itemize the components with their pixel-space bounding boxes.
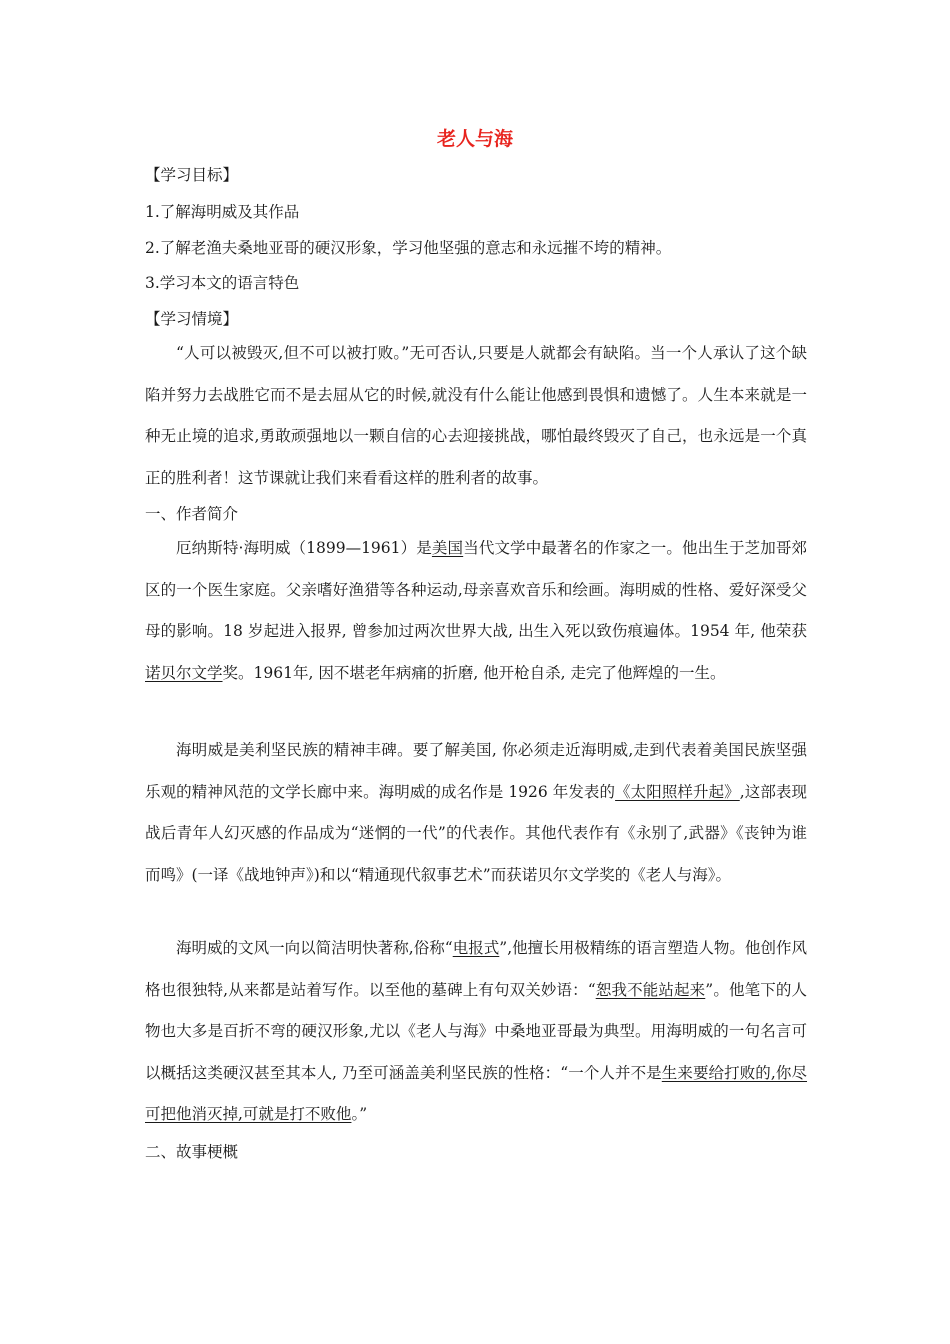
text-run: 海明威是美利坚民族的精神丰碑。要了解美国, 你必须走近海明威,走到代表着美国民族坚强乐观的精神风范的文学长廊中来。海明威的成名作是 1926 年发表的 bbox=[145, 741, 807, 801]
section-1-heading: 一、作者简介 bbox=[145, 505, 239, 523]
section-2-heading: 二、故事梗概 bbox=[145, 1143, 239, 1161]
text-run: ”,他擅长用极精练的语言塑造人物。他创作风格也很独特,从来都是站着写作。以至他的墓碑上有句双关妙语：“ bbox=[145, 939, 807, 999]
underlined-text: 电报式 bbox=[452, 939, 500, 957]
goal-item-2: 2.了解老渔夫桑地亚哥的硬汉形象，学习他坚强的意志和永远摧不垮的精神。 bbox=[145, 239, 672, 257]
underlined-text: 恕我不能站起来 bbox=[595, 980, 706, 999]
text-run: 奖。1961年, 因不堪老年病痛的折磨, 他开枪自杀, 走完了他辉煌的一生。 bbox=[222, 663, 726, 682]
goals-heading: 【学习目标】 bbox=[145, 166, 239, 184]
author-paragraph-1 bbox=[145, 528, 807, 694]
page-title: 老人与海 bbox=[436, 128, 513, 150]
author-paragraph-3 bbox=[145, 928, 807, 1136]
text-run: ”。他笔下的人物也大多是百折不弯的硬汉形象,尤以《老人与海》中桑地亚哥最为典型。用海明威的一句名言可以概括这类硬汉甚至其本人, 乃至可涵盖美利坚民族的性格：“一个人并不是 bbox=[145, 980, 807, 1082]
text-run: 海明威的文风一向以简洁明快著称,俗称“ bbox=[176, 939, 453, 957]
text-run: 。” bbox=[351, 1105, 368, 1123]
underlined-text: 诺贝尔文学 bbox=[145, 663, 223, 682]
author-paragraph-2 bbox=[145, 730, 807, 896]
situation-paragraph: “人可以被毁灭,但不可以被打败。”无可否认,只要是人就都会有缺陷。当一个人承认了这个缺陷并努力去战胜它而不是去屈从它的时候,就没有什么能让他感到畏惧和遗憾了。人生本来就是一种无止境的追求,勇敢顽强地以一颗自信的心去迎接挑战，哪怕最终毁灭了自己，也永远是一个真正的胜利者！这节课就让我们来看看这样的胜利者的故事。 bbox=[145, 344, 807, 487]
underlined-text: 生来要给打败的,你尽可把他消灭掉,可就是打不败他 bbox=[145, 1063, 808, 1123]
text-run: 厄纳斯特·海明威（1899—1961）是 bbox=[176, 539, 432, 557]
text-run: 当代文学中最著名的作家之一。他出生于芝加哥郊区的一个医生家庭。父亲嗜好渔猎等各种运动,母亲喜欢音乐和绘画。海明威的性格、爱好深受父母的影响。18 岁起进入报界, 曾参加过两次世界大战, 出生入死以致伤痕遍体。1954 年, 他荣获 bbox=[145, 539, 807, 640]
text-run: ,这部表现战后青年人幻灭感的作品成为“迷惘的一代”的代表作。其他代表作有《永别了,武器》《丧钟为谁而鸣》(一译《战地钟声》)和以“精通现代叙事艺术”而获诺贝尔文学奖的《老人与海》。 bbox=[145, 782, 807, 884]
underlined-text: 美国 bbox=[431, 539, 464, 557]
goal-item-1: 1.了解海明威及其作品 bbox=[145, 203, 300, 221]
goal-item-3: 3.学习本文的语言特色 bbox=[145, 274, 300, 292]
underlined-text: 《太阳照样升起》 bbox=[615, 782, 740, 801]
situation-heading: 【学习情境】 bbox=[145, 310, 239, 328]
